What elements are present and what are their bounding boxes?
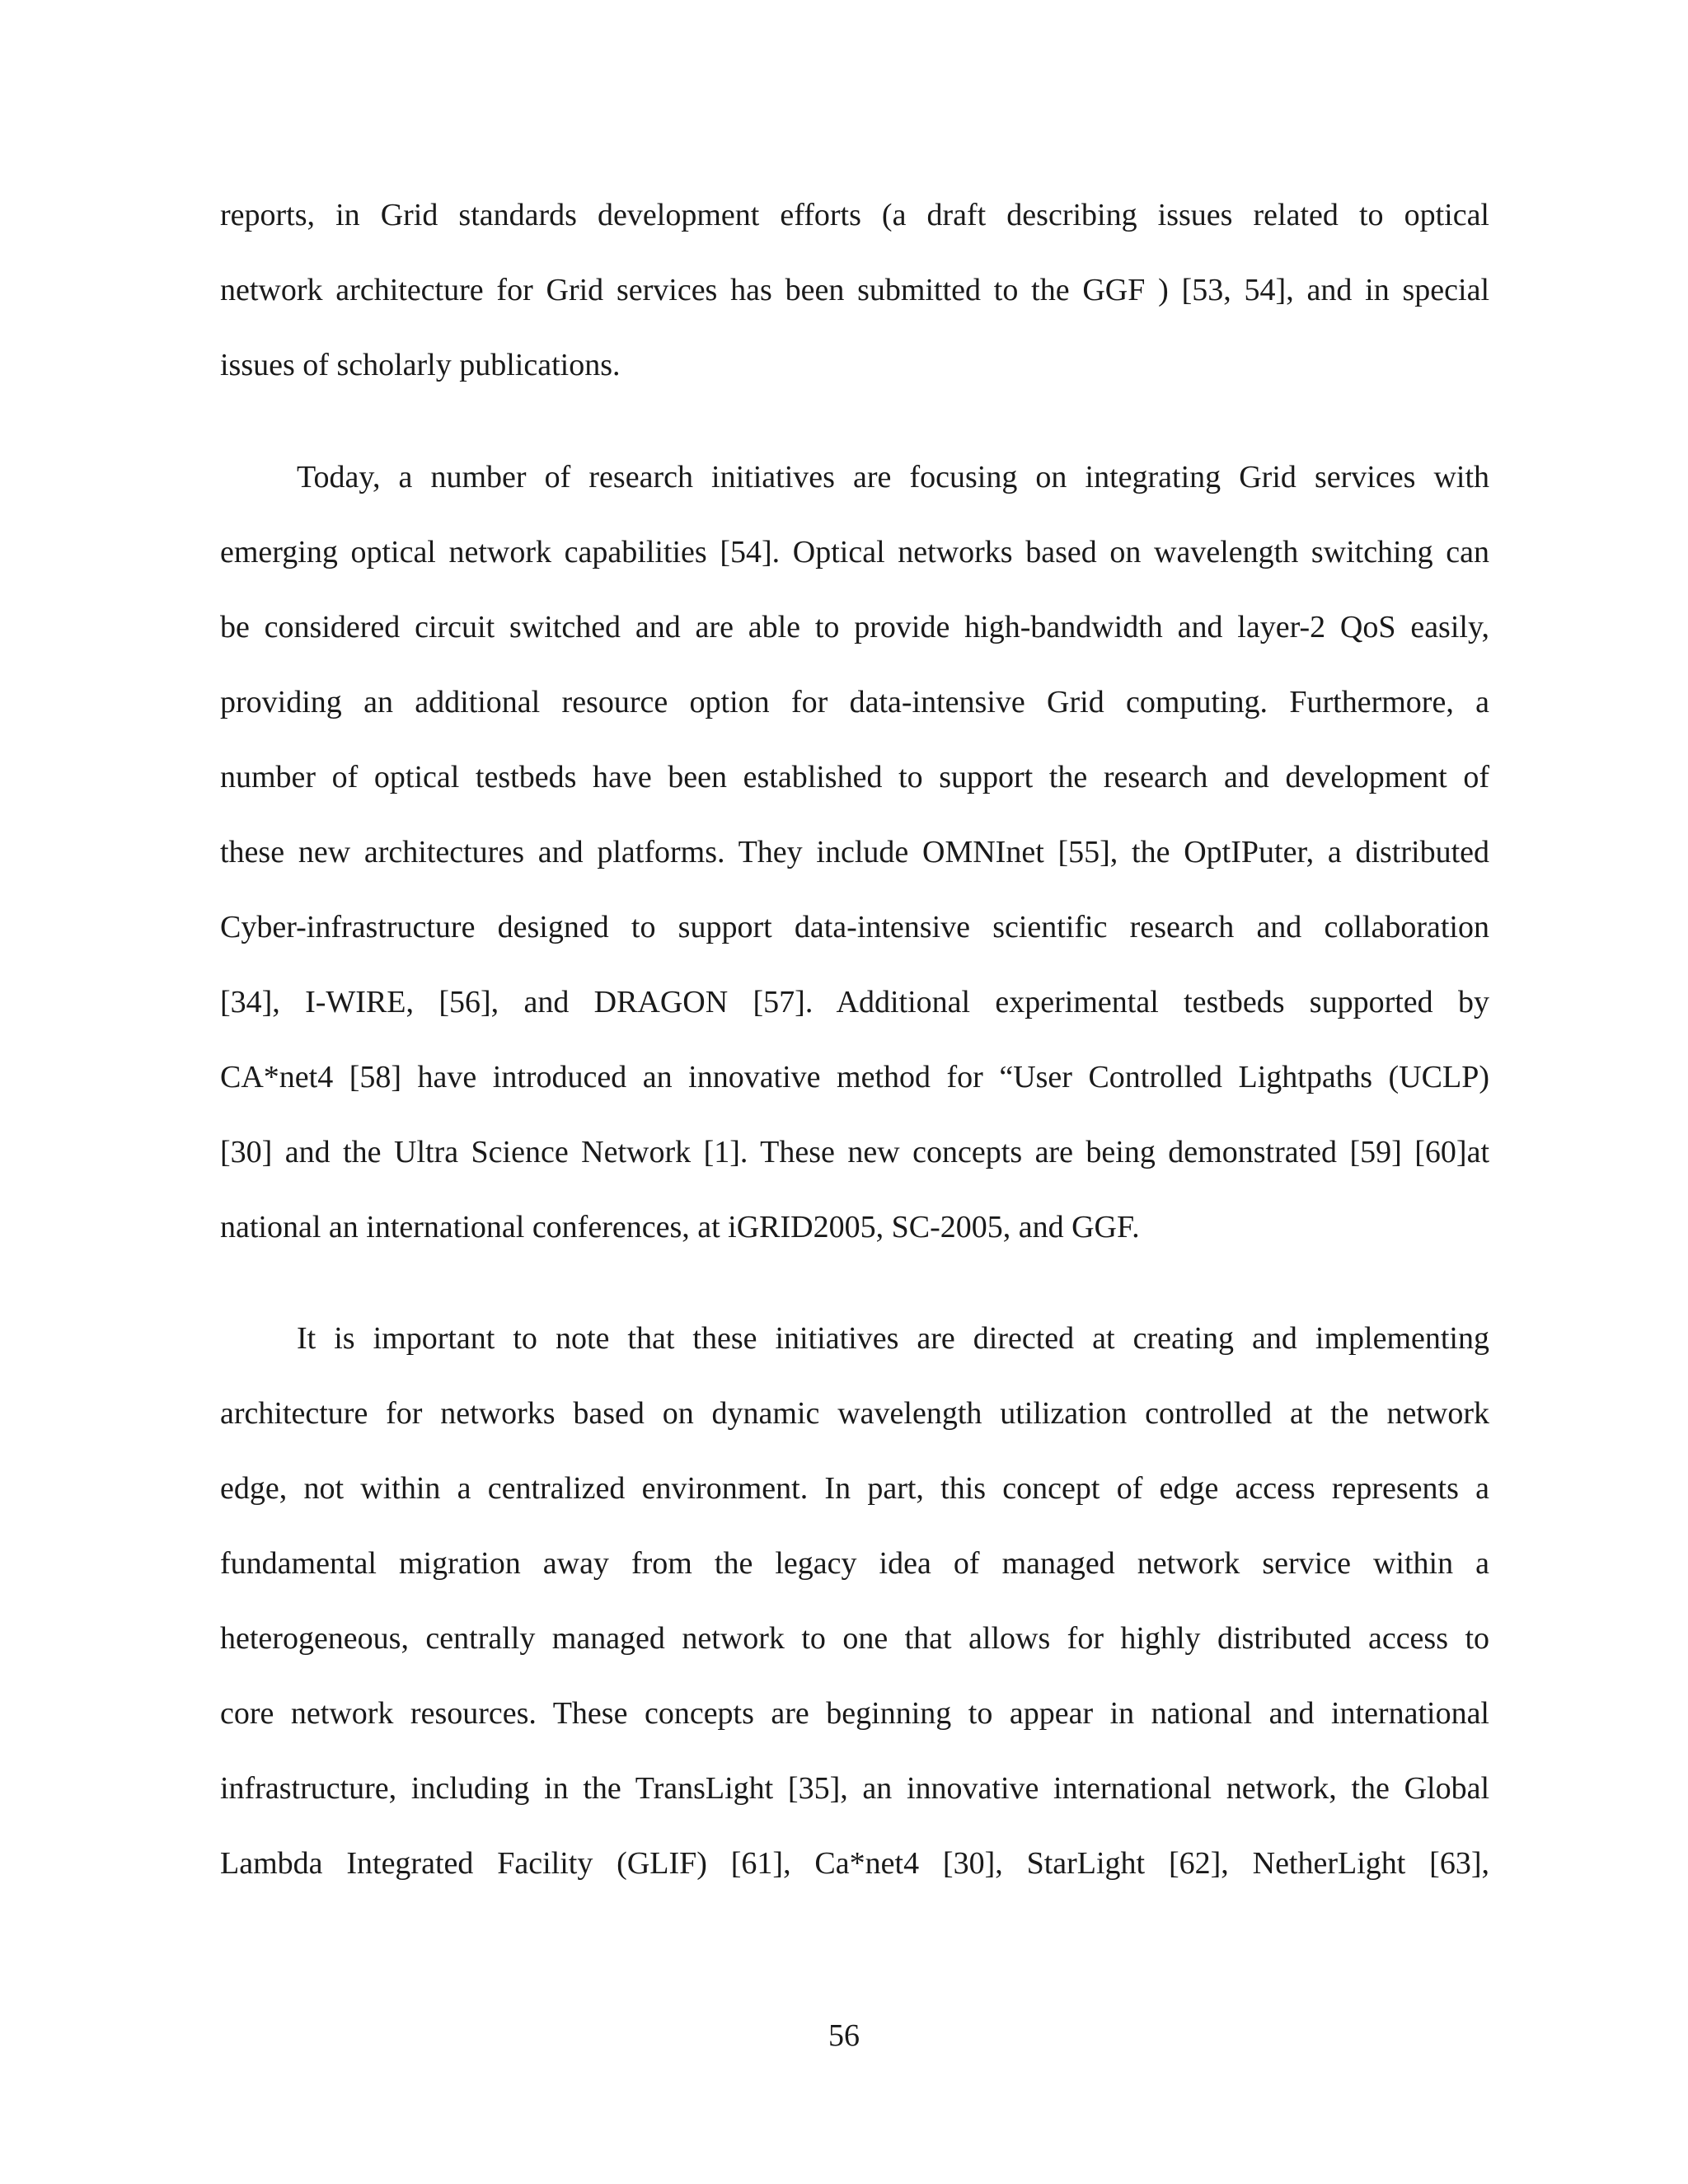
paragraph-line: edge, not within a centralized environment. In part, this concept of edge access represents a	[220, 1471, 1489, 1506]
paragraph-line: providing an additional resource option for data-intensive Grid computing. Furthermore, a	[220, 685, 1489, 719]
paragraph-line: CA*net4 [58] have introduced an innovative method for “User Controlled Lightpaths (UCLP)	[220, 1060, 1489, 1094]
paragraph-line: [30] and the Ultra Science Network [1]. These new concepts are being demonstrated [59] [60]at	[220, 1135, 1489, 1169]
paragraph-line: heterogeneous, centrally managed network to one that allows for highly distributed access to	[220, 1621, 1489, 1656]
paragraph-line: emerging optical network capabilities [54]. Optical networks based on wavelength switching can	[220, 535, 1489, 569]
paragraph-line: Today, a number of research initiatives are focusing on integrating Grid services with	[297, 460, 1489, 494]
paragraph-line: these new architectures and platforms. They include OMNInet [55], the OptIPuter, a distributed	[220, 835, 1489, 869]
page-number: 56	[828, 2018, 860, 2053]
paragraph-line: [34], I-WIRE, [56], and DRAGON [57]. Additional experimental testbeds supported by	[220, 985, 1489, 1019]
paragraph-line: issues of scholarly publications.	[220, 348, 621, 382]
paragraph-line: architecture for networks based on dynamic wavelength utilization controlled at the network	[220, 1396, 1489, 1431]
paragraph-line: Lambda Integrated Facility (GLIF) [61], Ca*net4 [30], StarLight [62], NetherLight [63],	[220, 1846, 1489, 1881]
paragraph-line: Cyber-infrastructure designed to support data-intensive scientific research and collaboration	[220, 910, 1489, 944]
paragraph-line: infrastructure, including in the TransLight [35], an innovative international network, the Global	[220, 1771, 1489, 1806]
paragraph-line: It is important to note that these initiatives are directed at creating and implementing	[297, 1321, 1489, 1356]
paragraph-line: number of optical testbeds have been established to support the research and development of	[220, 760, 1489, 794]
paragraph-line: fundamental migration away from the legacy idea of managed network service within a	[220, 1546, 1489, 1581]
paragraph-line: reports, in Grid standards development efforts (a draft describing issues related to optical	[220, 198, 1489, 232]
paragraph-line: national an international conferences, at iGRID2005, SC-2005, and GGF.	[220, 1210, 1140, 1244]
paragraph-line: be considered circuit switched and are able to provide high-bandwidth and layer-2 QoS easily,	[220, 610, 1489, 644]
paragraph-line: core network resources. These concepts are beginning to appear in national and international	[220, 1696, 1489, 1731]
paragraph-line: network architecture for Grid services has been submitted to the GGF ) [53, 54], and in special	[220, 273, 1489, 307]
